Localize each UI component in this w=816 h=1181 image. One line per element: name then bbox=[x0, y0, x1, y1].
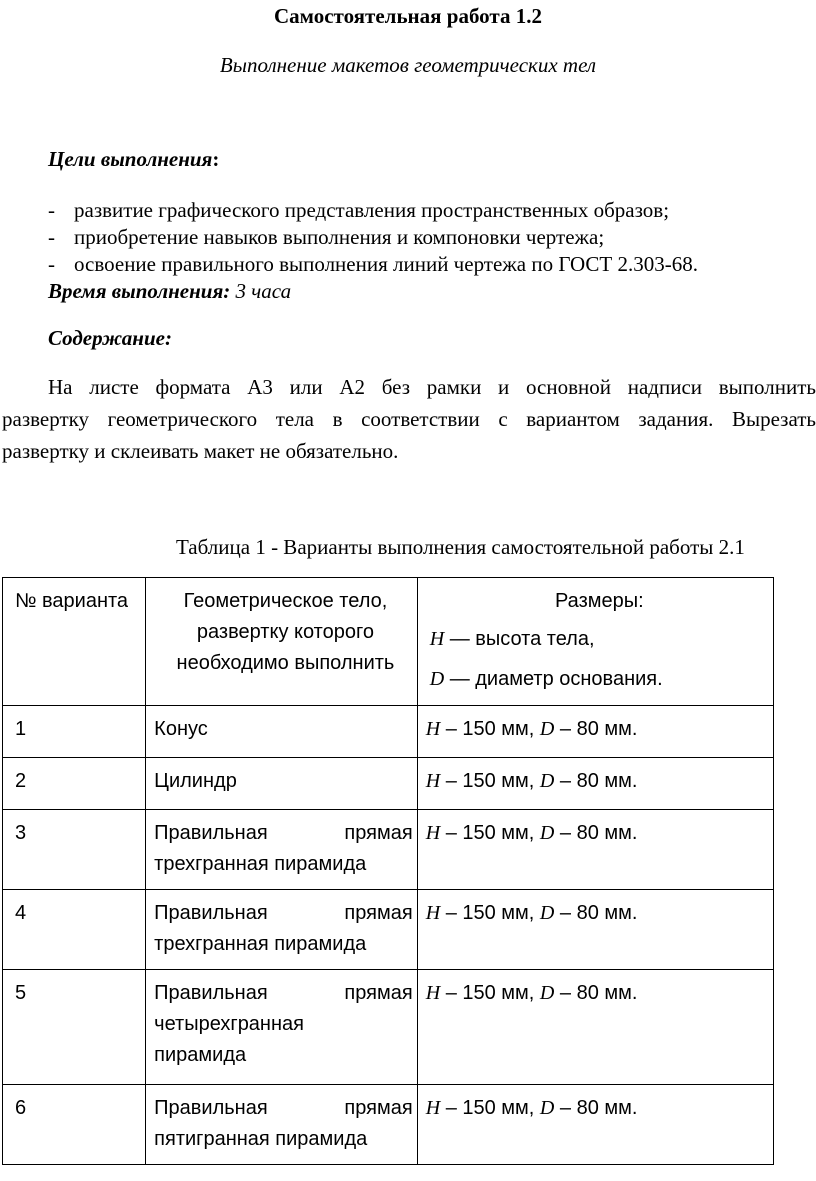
cell-variant-number: 5 bbox=[3, 970, 146, 1085]
dims-title: Размеры: bbox=[555, 590, 644, 612]
cell-variant-number: 3 bbox=[3, 810, 146, 890]
paragraph-word: выполнить bbox=[718, 375, 816, 399]
goal-item: - приобретение навыков выполнения и компоновки чертежа; bbox=[48, 225, 605, 249]
cell-dimensions: H – 150 мм, D – 80 мм. bbox=[417, 1085, 773, 1165]
paragraph-word: развертку bbox=[2, 407, 90, 431]
paragraph-word: А3 bbox=[247, 375, 273, 399]
time-label: Время выполнения: bbox=[48, 279, 231, 303]
table-row bbox=[3, 970, 774, 1085]
paragraph-word: основной bbox=[526, 375, 612, 399]
table-row bbox=[3, 758, 774, 810]
cell-body-name: Правильная прямая трехгранная пирамида bbox=[146, 890, 418, 970]
paragraph-word: вариантом bbox=[526, 407, 620, 431]
document-title: Самостоятельная работа 1.2 bbox=[274, 4, 542, 28]
goal-item: - развитие графического представления пространственных образов; bbox=[48, 198, 670, 222]
cell-dimensions: H – 150 мм, D – 80 мм. bbox=[417, 970, 773, 1085]
cell-body-name: Правильная прямая четырехгранная пирамида bbox=[146, 970, 418, 1085]
paragraph-word: соответствии bbox=[361, 407, 480, 431]
content-paragraph bbox=[0, 371, 816, 467]
time-line bbox=[48, 279, 291, 304]
goals-heading: Цели выполнения: bbox=[48, 147, 220, 171]
paragraph-word: или bbox=[289, 375, 323, 399]
table-row bbox=[3, 810, 774, 890]
cell-dimensions: H – 150 мм, D – 80 мм. bbox=[417, 706, 773, 758]
cell-body-name: Правильная прямая пятигранная пирамида bbox=[146, 1085, 418, 1165]
cell-dimensions: H – 150 мм, D – 80 мм. bbox=[417, 758, 773, 810]
paragraph-word: тела bbox=[275, 407, 315, 431]
cell-body-name: Конус bbox=[146, 706, 418, 758]
cell-variant-number: 2 bbox=[3, 758, 146, 810]
goal-item: - освоение правильного выполнения линий чертежа по ГОСТ 2.303-68. bbox=[48, 252, 698, 276]
cell-variant-number: 6 bbox=[3, 1085, 146, 1165]
cell-variant-number: 4 bbox=[3, 890, 146, 970]
paragraph-line bbox=[0, 403, 816, 435]
header-variant: № варианта bbox=[3, 578, 146, 706]
paragraph-word: листе bbox=[89, 375, 139, 399]
paragraph-word: без bbox=[381, 375, 411, 399]
time-value: 3 часа bbox=[235, 279, 292, 303]
paragraph-word: в bbox=[332, 407, 343, 431]
content-heading: Содержание: bbox=[48, 326, 172, 350]
cell-dimensions: H – 150 мм, D – 80 мм. bbox=[417, 810, 773, 890]
table-caption: Таблица 1 - Варианты выполнения самостоятельной работы 2.1 bbox=[176, 535, 745, 559]
paragraph-word: и bbox=[498, 375, 510, 399]
paragraph-word: с bbox=[498, 407, 508, 431]
dims-h-def: H — высота тела, bbox=[429, 628, 595, 650]
paragraph-word: геометрического bbox=[107, 407, 258, 431]
paragraph-word: Вырезать bbox=[731, 407, 816, 431]
paragraph-word: формата bbox=[155, 375, 231, 399]
paragraph-line: развертку и склеивать макет не обязательно. bbox=[2, 439, 399, 463]
paragraph-word: На bbox=[48, 375, 73, 399]
table-header-row bbox=[3, 578, 774, 706]
variants-table bbox=[2, 577, 774, 1165]
paragraph-word: задания. bbox=[638, 407, 714, 431]
paragraph-line bbox=[0, 371, 816, 403]
table-row bbox=[3, 890, 774, 970]
cell-body-name: Правильная прямая трехгранная пирамида bbox=[146, 810, 418, 890]
header-dimensions bbox=[417, 578, 773, 706]
header-body: Геометрическое тело, развертку которого необходимо выполнить bbox=[146, 578, 418, 706]
cell-dimensions: H – 150 мм, D – 80 мм. bbox=[417, 890, 773, 970]
table-row bbox=[3, 1085, 774, 1165]
cell-body-name: Цилиндр bbox=[146, 758, 418, 810]
dims-d-def: D — диаметр основания. bbox=[429, 668, 663, 690]
paragraph-word: надписи bbox=[627, 375, 703, 399]
cell-variant-number: 1 bbox=[3, 706, 146, 758]
paragraph-word: рамки bbox=[426, 375, 482, 399]
table-row bbox=[3, 706, 774, 758]
document-subtitle: Выполнение макетов геометрических тел bbox=[219, 53, 597, 77]
paragraph-word: А2 bbox=[339, 375, 365, 399]
